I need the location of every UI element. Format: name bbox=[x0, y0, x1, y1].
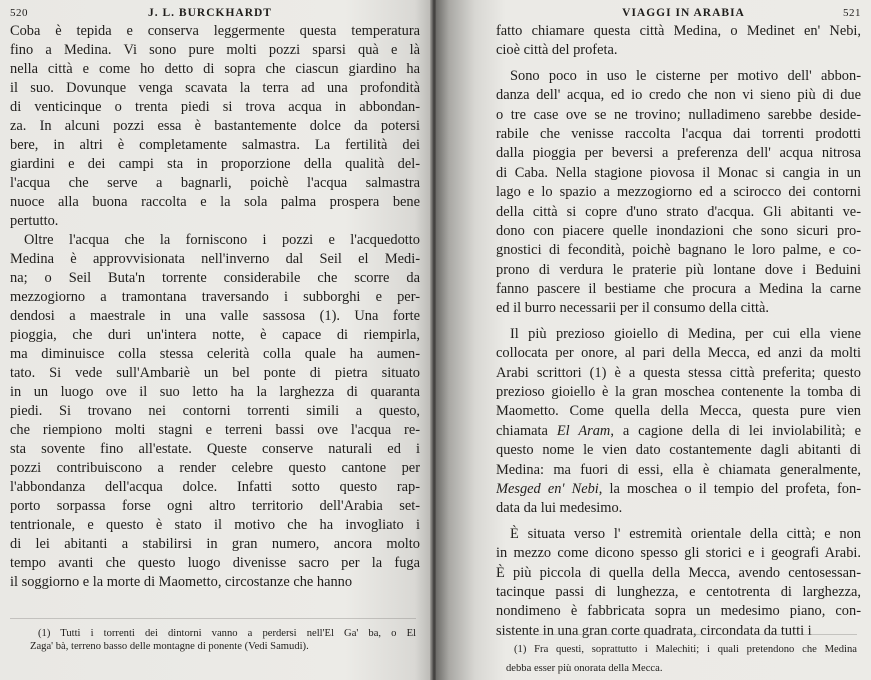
left-text-line-15: mezzogiorno a tramontana traversando i subborghi e per- bbox=[10, 289, 420, 305]
left-text-line-4: il suo. Dovunque venga scavata la terra ad una profondità bbox=[10, 80, 420, 96]
right-text-line-21: chiamata El Aram, a cagione della di lei inviolabilità; e bbox=[496, 422, 861, 439]
right-text-line-25: data da lui medesimo. bbox=[496, 500, 623, 517]
left-page bbox=[0, 0, 432, 680]
left-page-footnotes bbox=[30, 627, 416, 653]
left-text-line-6: za. In alcuni pozzi essa è bastantemente dolce da potersi bbox=[10, 118, 420, 134]
right-page bbox=[436, 0, 871, 680]
left-page-number: 520 bbox=[10, 7, 28, 19]
left-text-line-9: l'acqua che serve a bagnarli, poichè l'acqua salmastra bbox=[10, 175, 420, 191]
right-running-head: VIAGGI IN ARABIA bbox=[622, 7, 745, 19]
right-text-line-2: cioè città del profeta. bbox=[496, 42, 618, 59]
right-footnote-line-2: debba esser più onorata della Mecca. bbox=[506, 663, 663, 675]
right-footnote-line-1: (1) Fra questi, soprattutto i Malechiti; i quali pretendono che Medina bbox=[514, 644, 857, 655]
right-page-header bbox=[496, 4, 861, 22]
right-page-footnotes bbox=[506, 640, 857, 679]
left-text-line-5: di venticinque o trenta piedi si trova acqua in abbondan- bbox=[10, 99, 420, 115]
right-text-line-31: sistente in una gran corte quadrata, circondata da tutti i bbox=[496, 622, 812, 639]
right-text-line-1: fatto chiamare questa città Medina, o Medinet en' Nebi, bbox=[496, 23, 861, 39]
right-text-line-10: della città si copre d'uno strato d'acqua. Gli abitanti ve- bbox=[496, 203, 861, 220]
left-text-line-27: tentrionale, e questo è stato il motivo che ha invogliato i bbox=[10, 517, 420, 533]
right-text-line-17: collocata per onore, al pari della Mecca, ed anzi da molti bbox=[496, 345, 861, 362]
left-footnote-divider bbox=[10, 618, 416, 619]
left-running-head: J. L. BURCKHARDT bbox=[148, 7, 272, 19]
right-text-line-30: nondimeno è fabbricata sopra un medesimo piano, con- bbox=[496, 603, 861, 620]
left-text-line-24: pozzi contribuiscono a render celebre questo cantone per bbox=[10, 460, 420, 476]
left-page-header bbox=[10, 4, 420, 22]
right-text-line-19: prezioso gioiello è la gran moschea contenente la tomba di bbox=[496, 384, 861, 401]
right-text-line-8: di Caba. Nella stagione piovosa il Monac si cangia in un bbox=[496, 164, 861, 181]
right-page-body bbox=[496, 22, 861, 641]
left-text-line-1: Coba è tepida e conserva leggermente questa temperatura bbox=[10, 23, 420, 39]
right-text-line-9: lago e lo spazio a mezzogiorno ed a scirocco dei contorni bbox=[496, 184, 861, 201]
left-text-line-12: Oltre l'acqua che la forniscono i pozzi e l'acquedotto bbox=[24, 232, 420, 248]
left-text-line-17: pioggia, che duri un'intera notte, è capace di riempirla, bbox=[10, 327, 420, 343]
right-text-line-6: rabile che venisse raccolta l'acqua dai torrenti prodotti bbox=[496, 125, 861, 142]
left-text-line-8: giardini e dei campi sta in proporzione della qualità del- bbox=[10, 156, 420, 172]
left-text-line-28: di lei abitanti a stabilirsi in gran numero, ancora molto bbox=[10, 536, 420, 552]
left-text-line-20: in un luogo ove il suo letto ha la larghezza di quaranta bbox=[10, 384, 420, 400]
left-text-line-2: fino a Medina. Vi sono pure molti pozzi sparsi quà e là bbox=[10, 42, 420, 58]
right-footnote-divider bbox=[496, 634, 857, 635]
right-text-line-7: dalla pioggia per beversi a preferenza dell' acqua nitrosa bbox=[496, 145, 861, 162]
left-text-line-25: l'abbondanza dell'acqua dolce. Infatti sotto questo rap- bbox=[10, 479, 420, 495]
left-text-line-14: na; o Seil Buta'n torrente considerabile che scorre da bbox=[10, 270, 420, 286]
right-text-line-18: Arabi scrittori (1) è a questa stessa città preferita; questo bbox=[496, 364, 861, 381]
left-footnote-line-1: (1) Tutti i torrenti dei dintorni vanno a perdersi nell'El Ga' ba, o El bbox=[38, 628, 416, 639]
left-page-body bbox=[10, 22, 420, 592]
right-text-line-13: prono di verdura le praterie più lontane dove i Beduini bbox=[496, 261, 861, 278]
left-text-line-19: tato. Si vede sull'Ambariè un bel ponte di pietra situato bbox=[10, 365, 420, 381]
right-text-line-11: dono con piacere quelle inondazioni che sono sicuri pro- bbox=[496, 222, 861, 239]
right-text-line-16: Il più prezioso gioiello di Medina, per cui ella viene bbox=[510, 325, 861, 342]
left-text-line-30: il soggiorno e la morte di Maometto, circostanze che hanno bbox=[10, 574, 353, 590]
left-text-line-10: nuoce alla buona raccolta e la sola palma prospera bene bbox=[10, 194, 420, 210]
right-text-line-4: danza dell' acqua, ed io credo che non vi sieno più di due bbox=[496, 87, 861, 104]
right-text-line-3: Sono poco in uso le cisterne per motivo dell' abbon- bbox=[510, 67, 861, 84]
right-text-line-29: tacinque passi di lunghezza, e centotrenta di larghezza, bbox=[496, 583, 861, 600]
right-text-line-12: gnostici di fecondità, poichè bagnano le loro palme, e co- bbox=[496, 242, 861, 259]
left-text-line-7: bere, in altri è completamente salmastra. La fertilità dei bbox=[10, 137, 420, 153]
left-text-line-29: tempo avanti che questo luogo divenisse sacro per la fuga bbox=[10, 555, 420, 571]
right-page-number: 521 bbox=[843, 7, 861, 19]
right-text-line-28: È più piccola di quella della Mecca, avendo centosessan- bbox=[496, 564, 861, 581]
right-text-line-14: fanno pascere il bestiame che procura a Medina la carne bbox=[496, 281, 861, 298]
left-text-line-26: porto sorpassa forse ogni altro territorio dell'Arabia set- bbox=[10, 498, 420, 514]
left-text-line-22: che riempiono molti stagni e terreni bassi ove l'acqua re- bbox=[10, 422, 420, 438]
left-text-line-18: ma diminuisce colla stessa celerità colla quale ha aumen- bbox=[10, 346, 420, 362]
right-text-line-27: in mezzo come dicono spesso gli storici e i geografi Arabi. bbox=[496, 545, 861, 562]
left-text-line-16: dendosi a maestrale in una valle sassosa (1). Una forte bbox=[10, 308, 420, 324]
right-text-line-22: questo nome le vien dato costantemente dagli abitanti di bbox=[496, 442, 861, 459]
left-text-line-3: nella città e come ho detto di sopra che ciascun giardino ha bbox=[10, 61, 420, 77]
right-text-line-15: ed il burro necessarii per il consumo della città. bbox=[496, 300, 769, 317]
right-text-line-23: Medina: ma fuori di essi, ella è chiamata generalmente, bbox=[496, 461, 861, 478]
left-text-line-21: piedi. Si trovano nei contorni torrenti simili a questo, bbox=[10, 403, 420, 419]
left-text-line-13: Medina è approvvisionata nell'inverno dal Seil el Medi- bbox=[10, 251, 420, 267]
left-footnote-line-2: Zaga' bà, terreno basso delle montagne di ponente (Vedi Samudi). bbox=[30, 641, 309, 652]
left-text-line-23: sta sovente fino all'estate. Queste conserve naturali ed i bbox=[10, 441, 420, 457]
right-text-line-5: o tre case ove se ne trovino; nulladimeno sarebbe deside- bbox=[496, 106, 861, 123]
right-text-line-24: Mesged en' Nebi, la moschea o il tempio del profeta, fon- bbox=[496, 480, 861, 497]
left-text-line-11: pertutto. bbox=[10, 213, 59, 229]
right-text-line-20: Maometto. Come quella della Mecca, questa pure vien bbox=[496, 403, 861, 420]
right-text-line-26: È situata verso l' estremità orientale della città; e non bbox=[510, 525, 861, 542]
